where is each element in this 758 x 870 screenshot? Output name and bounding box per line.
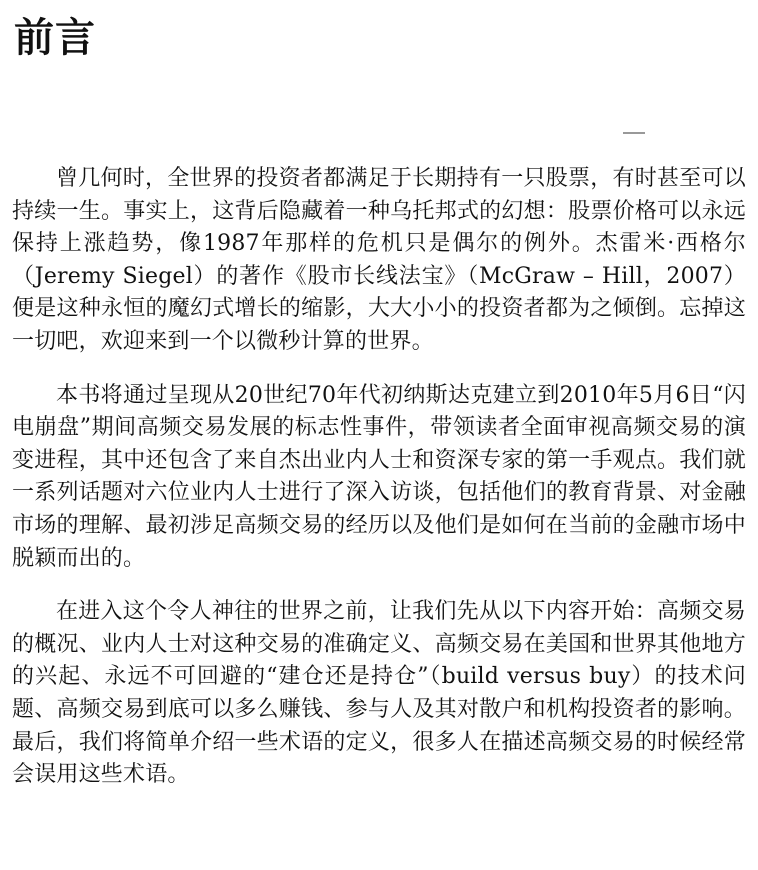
paragraph-2: 本书将通过呈现从20世纪70年代初纳斯达克建立到2010年5月6日“闪电崩盘”期间高频交易发展的标志性事件，带领读者全面审视高频交易的演变进程，其中还包含了来自杰出业内人士和资深专家的第一手观点。我们就一系列话题对六位业内人士进行了深入访谈，包括他们的教育背景、对金融市场的理解、最初涉足高频交易的经历以及他们是如何在当前的金融市场中脱颖而出的。 [12, 382, 746, 571]
scan-speck [623, 132, 645, 134]
paragraph-1: 曾几何时，全世界的投资者都满足于长期持有一只股票，有时甚至可以持续一生。事实上，这背后隐藏着一种乌托邦式的幻想：股票价格可以永远保持上涨趋势，像1987年那样的危机只是偶尔的例外。杰雷米·西格尔（Jeremy Siegel）的著作《股市长线法宝》（McGraw – Hill，2007）便是这种永恒的魔幻式增长的缩影，大大小小的投资者都为之倾倒。忘掉这一切吧，欢迎来到一个以微秒计算的世界。 [12, 166, 746, 354]
page-title: 前言 [14, 15, 96, 61]
paragraph-3: 在进入这个令人神往的世界之前，让我们先从以下内容开始：高频交易的概况、业内人士对这种交易的准确定义、高频交易在美国和世界其他地方的兴起、永远不可回避的“建仓还是持仓”（build versus buy）的技术问题、高频交易到底可以多么赚钱、参与人及其对散户和机构投资者的影响。最后，我们将简单介绍一些术语的定义，很多人在描述高频交易的时候经常会误用这些术语。 [12, 599, 746, 788]
body-text [12, 163, 746, 792]
